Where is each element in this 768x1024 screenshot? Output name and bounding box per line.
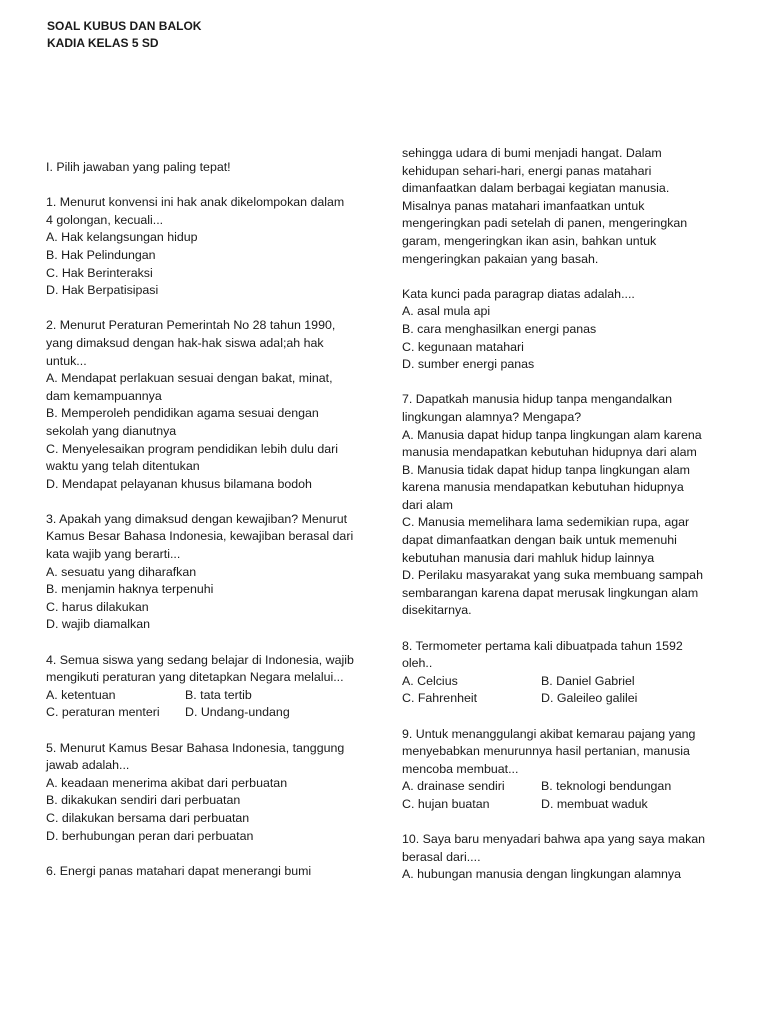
- option-d-cont: sembarangan karena dapat merusak lingkungan alam: [402, 585, 699, 600]
- option-b: B. Hak Pelindungan: [46, 247, 156, 262]
- question-text: Kamus Besar Bahasa Indonesia, kewajiban berasal dari: [46, 529, 354, 544]
- option-d: D. Undang-undang: [185, 705, 290, 720]
- right-column: [402, 145, 742, 884]
- option-c: C. peraturan menteri: [46, 705, 160, 720]
- question-8: [402, 638, 742, 708]
- question-text: menyebabkan menurunnya hasil pertanian, manusia: [402, 744, 690, 759]
- question-text: 3. Apakah yang dimaksud dengan kewajiban? Menurut: [46, 511, 348, 526]
- option-b: B. menjamin haknya terpenuhi: [46, 582, 214, 597]
- option-a-cont: dam kemampuannya: [46, 388, 162, 403]
- options-row: [402, 690, 742, 708]
- question-text: mengeringkan pakaian yang basah.: [402, 251, 599, 266]
- instruction: I. Pilih jawaban yang paling tepat!: [46, 160, 231, 174]
- question-text: kata wajib yang berarti...: [46, 547, 181, 562]
- question-3: [46, 511, 386, 634]
- worksheet-title: SOAL KUBUS DAN BALOK: [47, 19, 202, 33]
- option-a: A. ketentuan: [46, 687, 116, 702]
- option-c: C. Manusia memelihara lama sedemikian rupa, agar: [402, 515, 690, 530]
- option-c: C. Menyelesaikan program pendidikan lebih dulu dari: [46, 441, 339, 456]
- question-text: 10. Saya baru menyadari bahwa apa yang saya makan: [402, 832, 706, 847]
- option-c: C. hujan buatan: [402, 796, 490, 811]
- question-text: Misalnya panas matahari imanfaatkan untuk: [402, 198, 645, 213]
- question-text: untuk...: [46, 353, 87, 368]
- question-text: 2. Menurut Peraturan Pemerintah No 28 tahun 1990,: [46, 318, 336, 333]
- option-b-cont: karena manusia mendapatkan kebutuhan hidupnya: [402, 480, 684, 495]
- question-text: lingkungan alamnya? Mengapa?: [402, 409, 582, 424]
- options-row: [402, 796, 742, 814]
- question-4: [46, 652, 386, 722]
- option-d: D. Hak Berpatisipasi: [46, 283, 159, 298]
- question-text: dimanfaatkan dalam berbagai kegiatan manusia.: [402, 181, 670, 196]
- worksheet-header: [47, 18, 201, 52]
- options-row: [402, 673, 742, 691]
- question-1: [46, 194, 386, 300]
- option-b: B. Manusia tidak dapat hidup tanpa lingkungan alam: [402, 462, 690, 477]
- options-row: [46, 687, 386, 705]
- question-2: [46, 317, 386, 493]
- option-d: D. membuat waduk: [541, 796, 648, 811]
- option-a: A. Celcius: [402, 673, 458, 688]
- question-text: mencoba membuat...: [402, 761, 519, 776]
- option-a: A. Mendapat perlakuan sesuai dengan bakat, minat,: [46, 371, 333, 386]
- question-7: [402, 391, 742, 620]
- option-a: A. drainase sendiri: [402, 779, 505, 794]
- question-text: 8. Termometer pertama kali dibuatpada tahun 1592: [402, 638, 683, 653]
- question-text: berasal dari....: [402, 849, 481, 864]
- options-row: [46, 704, 386, 722]
- question-text: jawab adalah...: [46, 758, 130, 773]
- option-b: B. tata tertib: [185, 687, 252, 702]
- option-b: B. Memperoleh pendidikan agama sesuai dengan: [46, 406, 319, 421]
- option-b: B. cara menghasilkan energi panas: [402, 321, 597, 336]
- question-10: [402, 831, 742, 884]
- question-text: 1. Menurut konvensi ini hak anak dikelompokan dalam: [46, 195, 345, 210]
- option-c: C. harus dilakukan: [46, 599, 149, 614]
- option-b-cont: dari alam: [402, 497, 453, 512]
- question-text: 4. Semua siswa yang sedang belajar di Indonesia, wajib: [46, 652, 354, 667]
- question-9: [402, 726, 742, 814]
- options-row: [402, 778, 742, 796]
- option-d: D. berhubungan peran dari perbuatan: [46, 828, 254, 843]
- option-b: B. dikakukan sendiri dari perbuatan: [46, 793, 241, 808]
- option-a: A. Manusia dapat hidup tanpa lingkungan alam karena: [402, 427, 702, 442]
- option-a: A. asal mula api: [402, 304, 491, 319]
- option-d: D. Galeileo galilei: [541, 691, 638, 706]
- question-text: 9. Untuk menanggulangi akibat kemarau pajang yang: [402, 726, 696, 741]
- question-6-continued: [402, 145, 742, 374]
- option-a: A. hubungan manusia dengan lingkungan alamnya: [402, 867, 682, 882]
- option-a: A. keadaan menerima akibat dari perbuatan: [46, 775, 288, 790]
- option-b-cont: sekolah yang dianutnya: [46, 423, 177, 438]
- question-text: oleh..: [402, 656, 433, 671]
- option-c: C. Hak Berinteraksi: [46, 265, 153, 280]
- question-text: 5. Menurut Kamus Besar Bahasa Indonesia, tanggung: [46, 740, 345, 755]
- option-a: A. sesuatu yang diharafkan: [46, 564, 197, 579]
- option-d: D. wajib diamalkan: [46, 617, 150, 632]
- option-c-cont: waktu yang telah ditentukan: [46, 459, 200, 474]
- question-6-start: 6. Energi panas matahari dapat menerangi bumi: [46, 863, 312, 878]
- option-c: C. kegunaan matahari: [402, 339, 524, 354]
- option-d: D. Perilaku masyarakat yang suka membuang sampah: [402, 568, 703, 583]
- question-text: mengikuti peraturan yang ditetapkan Negara melalui...: [46, 670, 344, 685]
- question-text: yang dimaksud dengan hak-hak siswa adal;ah hak: [46, 335, 324, 350]
- left-column: [46, 159, 386, 880]
- question-text: mengeringkan padi setelah di panen, mengeringkan: [402, 216, 688, 231]
- question-text: 7. Dapatkah manusia hidup tanpa mengandalkan: [402, 392, 673, 407]
- question-text: garam, mengeringkan ikan asin, bahkan untuk: [402, 233, 657, 248]
- option-a: A. Hak kelangsungan hidup: [46, 230, 198, 245]
- option-b: B. Daniel Gabriel: [541, 673, 635, 688]
- option-b: B. teknologi bendungan: [541, 779, 672, 794]
- option-c: C. Fahrenheit: [402, 691, 478, 706]
- option-d: D. Mendapat pelayanan khusus bilamana bodoh: [46, 476, 312, 491]
- question-prompt: Kata kunci pada paragrap diatas adalah....: [402, 286, 635, 301]
- question-5: [46, 740, 386, 846]
- option-d: D. sumber energi panas: [402, 357, 535, 372]
- option-d-cont: disekitarnya.: [402, 603, 472, 618]
- option-c-cont: dapat dimanfaatkan dengan baik untuk memenuhi: [402, 533, 677, 548]
- option-c-cont: kebutuhan manusia dari mahluk hidup lainnya: [402, 550, 655, 565]
- question-text: 4 golongan, kecuali...: [46, 212, 164, 227]
- option-a-cont: manusia mendapatkan kebutuhan hidupnya dari alam: [402, 445, 697, 460]
- question-text: sehingga udara di bumi menjadi hangat. Dalam: [402, 146, 662, 160]
- worksheet-subtitle: KADIA KELAS 5 SD: [47, 36, 159, 50]
- option-c: C. dilakukan bersama dari perbuatan: [46, 810, 250, 825]
- question-text: kehidupan sehari-hari, energi panas matahari: [402, 163, 652, 178]
